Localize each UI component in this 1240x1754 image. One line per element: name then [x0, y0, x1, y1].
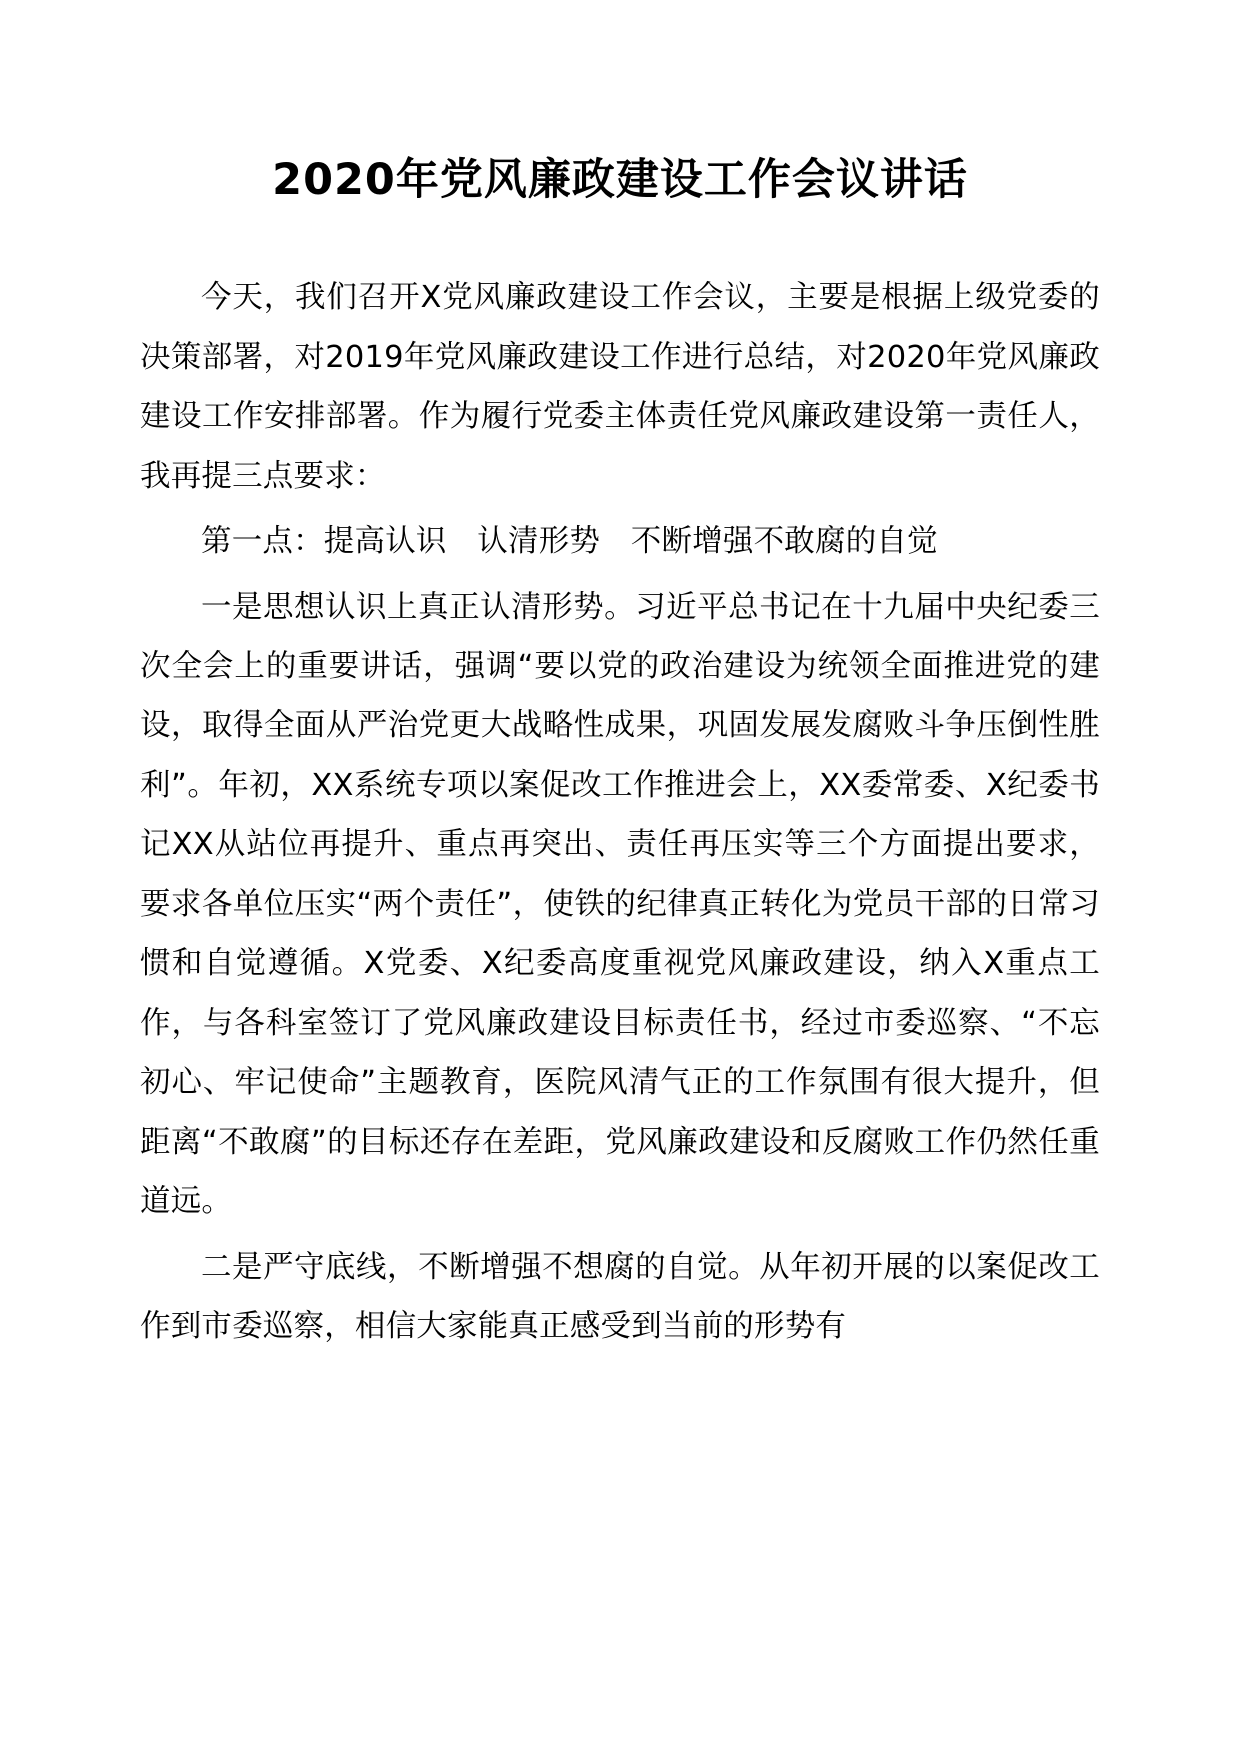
- paragraph-point-two: 二是严守底线，不断增强不想腐的自觉。从年初开展的以案促改工作到市委巡察，相信大家能真正感受到当前的形势有: [140, 1249, 1100, 1345]
- paragraph-point-one: 一是思想认识上真正认清形势。习近平总书记在十九届中央纪委三次全会上的重要讲话，强调“要以党的政治建设为统领全面推进党的建设，取得全面从严治党更大战略性成果，巩固发展发腐败斗争压倒性胜利”。年初，XX系统专项以案促改工作推进会上，XX委常委、X纪委书记XX从站位再提升、重点再突出、责任再压实等三个方面提出要求，要求各单位压实“两个责任”，使铁的纪律真正转化为党员干部的日常习惯和自觉遵循。X党委、X纪委高度重视党风廉政建设，纳入X重点工作，与各科室签订了党风廉政建设目标责任书，经过市委巡察、“不忘初心、牢记使命”主题教育，医院风清气正的工作氛围有很大提升，但距离“不敢腐”的目标还存在差距，党风廉政建设和反腐败工作仍然任重道远。: [140, 589, 1100, 1220]
- page-title: 2020年党风廉政建设工作会议讲话: [272, 155, 968, 205]
- paragraph-section-heading-1: 第一点：提高认识 认清形势 不断增强不敢腐的自觉: [201, 524, 938, 560]
- paragraph-opening: 今天，我们召开X党风廉政建设工作会议，主要是根据上级党委的决策部署，对2019年党风廉政建设工作进行总结，对2020年党风廉政建设工作安排部署。作为履行党委主体责任党风廉政建设第一责任人，我再提三点要求：: [140, 280, 1100, 494]
